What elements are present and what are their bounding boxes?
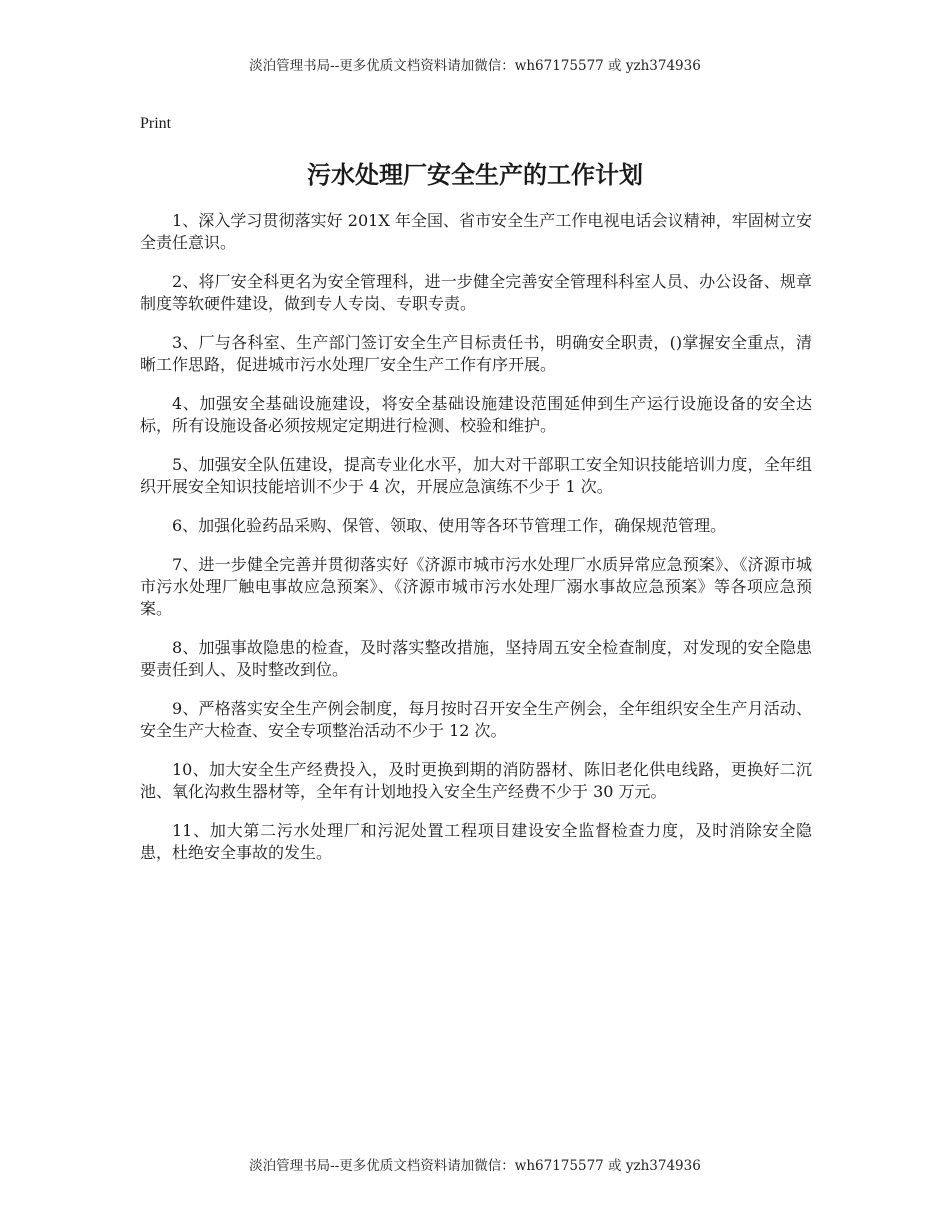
paragraph-6: 6、加强化验药品采购、保管、领取、使用等各环节管理工作，确保规范管理。 <box>172 516 727 535</box>
paragraph-7: 7、进一步健全完善并贯彻落实好《济源市城市污水处理厂水质异常应急预案》、《济源市城市污水处理厂触电事故应急预案》、《济源市城市污水处理厂溺水事故应急预案》等各项应急预案。 <box>140 555 812 618</box>
paragraph-2: 2、将厂安全科更名为安全管理科，进一步健全完善安全管理科科室人员、办公设备、规章制度等软硬件建设，做到专人专岗、专职专责。 <box>140 272 812 313</box>
paragraph-11: 11、加大第二污水处理厂和污泥处置工程项目建设安全监督检查力度，及时消除安全隐患，杜绝安全事故的发生。 <box>140 821 812 862</box>
paragraph-1: 1、深入学习贯彻落实好 201X 年全国、省市安全生产工作电视电话会议精神，牢固树立安全责任意识。 <box>140 211 812 252</box>
paragraph-5: 5、加强安全队伍建设，提高专业化水平，加大对干部职工安全知识技能培训力度，全年组织开展安全知识技能培训不少于 4 次，开展应急演练不少于 1 次。 <box>140 455 812 496</box>
print-label: Print <box>140 115 172 132</box>
paragraph-10: 10、加大安全生产经费投入，及时更换到期的消防器材、陈旧老化供电线路，更换好二沉池、氧化沟救生器材等，全年有计划地投入安全生产经费不少于 30 万元。 <box>140 760 812 801</box>
paragraph-3: 3、厂与各科室、生产部门签订安全生产目标责任书，明确安全职责，()掌握安全重点，清晰工作思路，促进城市污水处理厂安全生产工作有序开展。 <box>140 333 812 374</box>
page-header: 淡泊管理书局--更多优质文档资料请加微信：wh67175577 或 yzh374936 <box>249 58 701 74</box>
paragraph-8: 8、加强事故隐患的检查，及时落实整改措施，坚持周五安全检查制度，对发现的安全隐患要责任到人、及时整改到位。 <box>140 638 812 679</box>
document-body <box>140 210 812 881</box>
page-footer: 淡泊管理书局--更多优质文档资料请加微信：wh67175577 或 yzh374936 <box>249 1158 701 1174</box>
paragraph-9: 9、严格落实安全生产例会制度，每月按时召开安全生产例会，全年组织安全生产月活动、安全生产大检查、安全专项整治活动不少于 12 次。 <box>140 699 812 740</box>
document-title: 污水处理厂安全生产的工作计划 <box>307 160 643 189</box>
paragraph-4: 4、加强安全基础设施建设，将安全基础设施建设范围延伸到生产运行设施设备的安全达标，所有设施设备必须按规定定期进行检测、校验和维护。 <box>140 394 812 435</box>
